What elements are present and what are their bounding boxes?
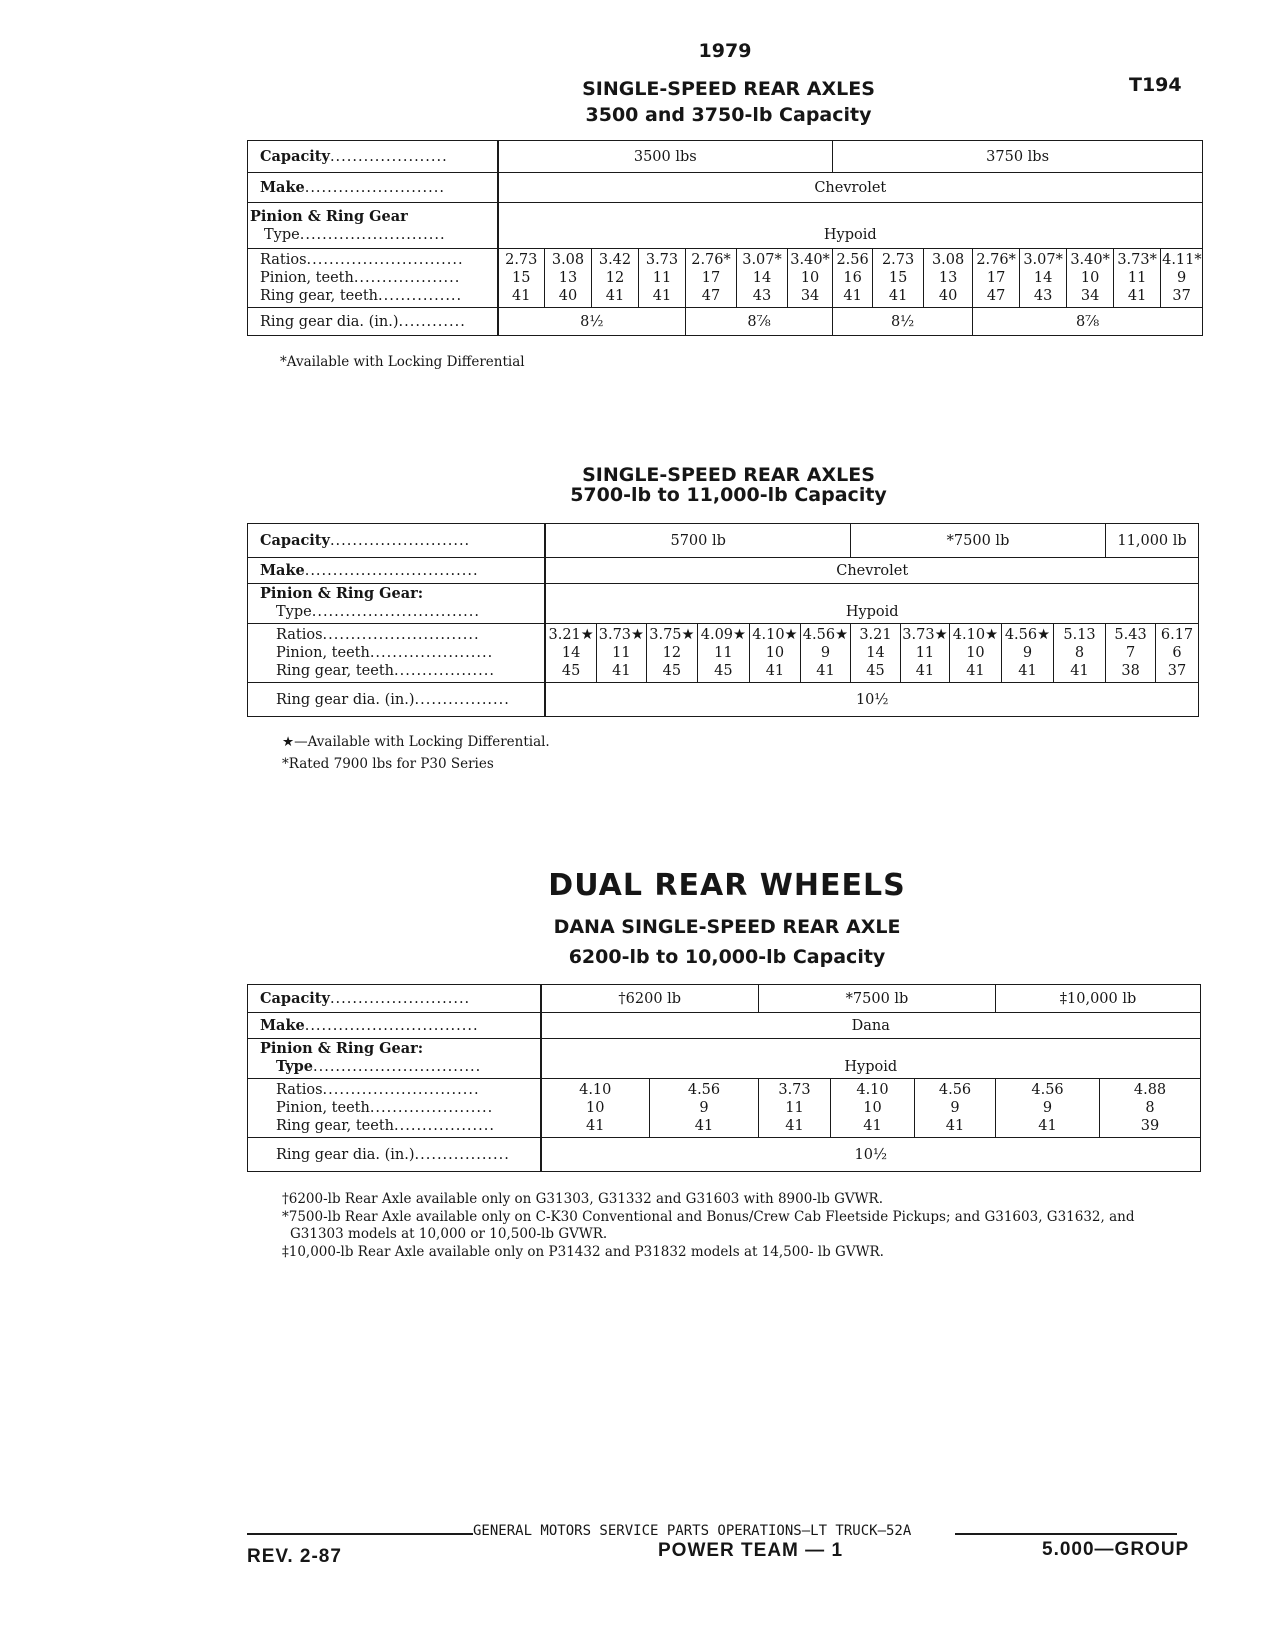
footer-center-text: GENERAL MOTORS SERVICE PARTS OPERATIONS—LT TRUCK—52A: [473, 1523, 912, 1539]
ratio-column: 2.76* 17 47: [973, 249, 1020, 308]
ratio-column: 3.21 14 45: [850, 624, 900, 683]
type-label: Pinion & Ring Gear: Type..............................: [248, 584, 546, 624]
footer-rule-right: [955, 1533, 1177, 1535]
capacity-cell: 3500 lbs: [498, 141, 833, 173]
section3-title-line1: DANA SINGLE-SPEED REAR AXLE: [553, 916, 901, 938]
ratio-column: 3.08 13 40: [924, 249, 973, 308]
section2-title-line2: 5700-lb to 11,000-lb Capacity: [570, 484, 887, 506]
ratio-column: 3.42 12 41: [592, 249, 639, 308]
ratio-column: 2.73 15 41: [498, 249, 545, 308]
section3-title-line2: 6200-lb to 10,000-lb Capacity: [568, 946, 886, 968]
ratio-column: 4.56★ 9 41: [800, 624, 850, 683]
ratio-column: 4.09★ 11 45: [697, 624, 749, 683]
make-label: Make...............................: [248, 1013, 541, 1039]
page-year: 1979: [698, 40, 752, 62]
ratio-column: 3.73★ 11 41: [596, 624, 646, 683]
footer-group: 5.000—GROUP: [1042, 1539, 1190, 1560]
ratio-column: 2.73 15 41: [873, 249, 924, 308]
axle-table-3500-3750: [247, 140, 1203, 336]
ring-gear-dia-cell: 8⅞: [973, 308, 1203, 336]
ring-gear-dia-cell: 10½: [541, 1138, 1201, 1172]
section1-title-line2: 3500 and 3750-lb Capacity: [585, 104, 872, 126]
ratio-column: 3.40* 10 34: [1067, 249, 1114, 308]
ring-gear-dia-label: Ring gear dia. (in.)............: [248, 308, 498, 336]
ring-gear-dia-label: Ring gear dia. (in.).................: [248, 1138, 541, 1172]
make-cell: Chevrolet: [545, 558, 1198, 584]
ratio-column: 4.56 9 41: [650, 1079, 759, 1138]
section3-footnote-1: †6200-lb Rear Axle available only on G31303, G31332 and G31603 with 8900-lb GVWR.: [282, 1191, 883, 1207]
ratio-column: 4.11* 9 37: [1161, 249, 1203, 308]
ratio-column: 3.07* 14 43: [1020, 249, 1067, 308]
ring-gear-dia-cell: 8½: [833, 308, 973, 336]
ratio-column: 3.75★ 12 45: [646, 624, 697, 683]
ratio-column: 3.07* 14 43: [737, 249, 788, 308]
dana-axle-table: [247, 984, 1201, 1172]
ratio-column: 3.08 13 40: [545, 249, 592, 308]
ratio-column: 3.21★ 14 45: [545, 624, 596, 683]
footer-revision: REV. 2-87: [247, 1546, 342, 1567]
capacity-cell: 3750 lbs: [833, 141, 1203, 173]
section3-footnote-2b: G31303 models at 10,000 or 10,500-lb GVWR.: [290, 1226, 608, 1242]
section1-title-line1: SINGLE-SPEED REAR AXLES: [582, 78, 875, 100]
ratio-column: 4.10★ 10 41: [949, 624, 1001, 683]
section3-footnote-2a: *7500-lb Rear Axle available only on C-K30 Conventional and Bonus/Crew Cab Fleetside Pickups; and G31603, G31632, and: [282, 1209, 1135, 1225]
document-id: T194: [1129, 74, 1182, 96]
ratio-column: 3.73 11 41: [639, 249, 686, 308]
ratio-column: 4.10 10 41: [541, 1079, 650, 1138]
section1-footnote: *Available with Locking Differential: [280, 354, 525, 370]
section3-title: [0, 912, 1280, 972]
type-cell: Hypoid: [498, 203, 1203, 249]
make-cell: Chevrolet: [498, 173, 1203, 203]
footer-rule-left: [247, 1533, 473, 1535]
capacity-label: Capacity.....................: [248, 141, 498, 173]
capacity-cell: ‡10,000 lb: [996, 985, 1201, 1013]
ratio-column: 4.10★ 10 41: [749, 624, 800, 683]
ratio-column: 4.56 9 41: [915, 1079, 996, 1138]
footer-power-team: POWER TEAM — 1: [658, 1540, 844, 1561]
make-cell: Dana: [541, 1013, 1201, 1039]
ratio-column: 5.43 7 38: [1106, 624, 1156, 683]
section2-footnote-2: *Rated 7900 lbs for P30 Series: [282, 756, 494, 772]
capacity-cell: 5700 lb: [545, 524, 850, 558]
capacity-cell: *7500 lb: [850, 524, 1105, 558]
ratio-labels: Ratios............................ Pinion, teeth................... Ring gear, teeth...............: [248, 249, 498, 308]
section2-title: [0, 465, 1280, 505]
ratio-column: 6.17 6 37: [1156, 624, 1199, 683]
ratio-column: 3.73 11 41: [759, 1079, 831, 1138]
section3-footnote-3: ‡10,000-lb Rear Axle available only on P31432 and P31832 models at 14,500- lb GVWR.: [282, 1244, 884, 1260]
type-label: Pinion & Ring Gear: Type..............................: [248, 1039, 541, 1079]
ratio-labels: Ratios............................ Pinion, teeth...................... Ring gear, teeth..................: [248, 624, 546, 683]
ratio-column: 2.56 16 41: [833, 249, 873, 308]
ratio-column: 4.56★ 9 41: [1001, 624, 1053, 683]
axle-table-5700-11000: [247, 523, 1199, 717]
section2-title-line1: SINGLE-SPEED REAR AXLES: [582, 464, 875, 486]
capacity-cell: *7500 lb: [759, 985, 996, 1013]
capacity-label: Capacity.........................: [248, 524, 546, 558]
ring-gear-dia-label: Ring gear dia. (in.).................: [248, 683, 546, 717]
section3-main-title: DUAL REAR WHEELS: [548, 868, 906, 903]
capacity-cell: 11,000 lb: [1106, 524, 1199, 558]
type-cell: Hypoid: [545, 584, 1198, 624]
ring-gear-dia-cell: 8½: [498, 308, 686, 336]
capacity-label: Capacity.........................: [248, 985, 541, 1013]
ratio-column: 4.56 9 41: [996, 1079, 1100, 1138]
ring-gear-dia-cell: 8⅞: [686, 308, 833, 336]
ratio-labels: Ratios............................ Pinion, teeth...................... Ring gear, teeth..................: [248, 1079, 541, 1138]
ratio-column: 4.88 8 39: [1100, 1079, 1201, 1138]
ratio-column: 3.40* 10 34: [788, 249, 833, 308]
capacity-cell: †6200 lb: [541, 985, 759, 1013]
ratio-column: 5.13 8 41: [1053, 624, 1105, 683]
ratio-column: 3.73★ 11 41: [900, 624, 949, 683]
ring-gear-dia-cell: 10½: [545, 683, 1198, 717]
section1-title: [0, 76, 1280, 128]
make-label: Make.........................: [248, 173, 498, 203]
section2-footnote-1: ★—Available with Locking Differential.: [282, 734, 550, 750]
ratio-column: 2.76* 17 47: [686, 249, 737, 308]
ratio-column: 4.10 10 41: [831, 1079, 915, 1138]
type-label: Pinion & Ring Gear Type..........................: [248, 203, 498, 249]
make-label: Make...............................: [248, 558, 546, 584]
type-cell: Hypoid: [541, 1039, 1201, 1079]
ratio-column: 3.73* 11 41: [1114, 249, 1161, 308]
